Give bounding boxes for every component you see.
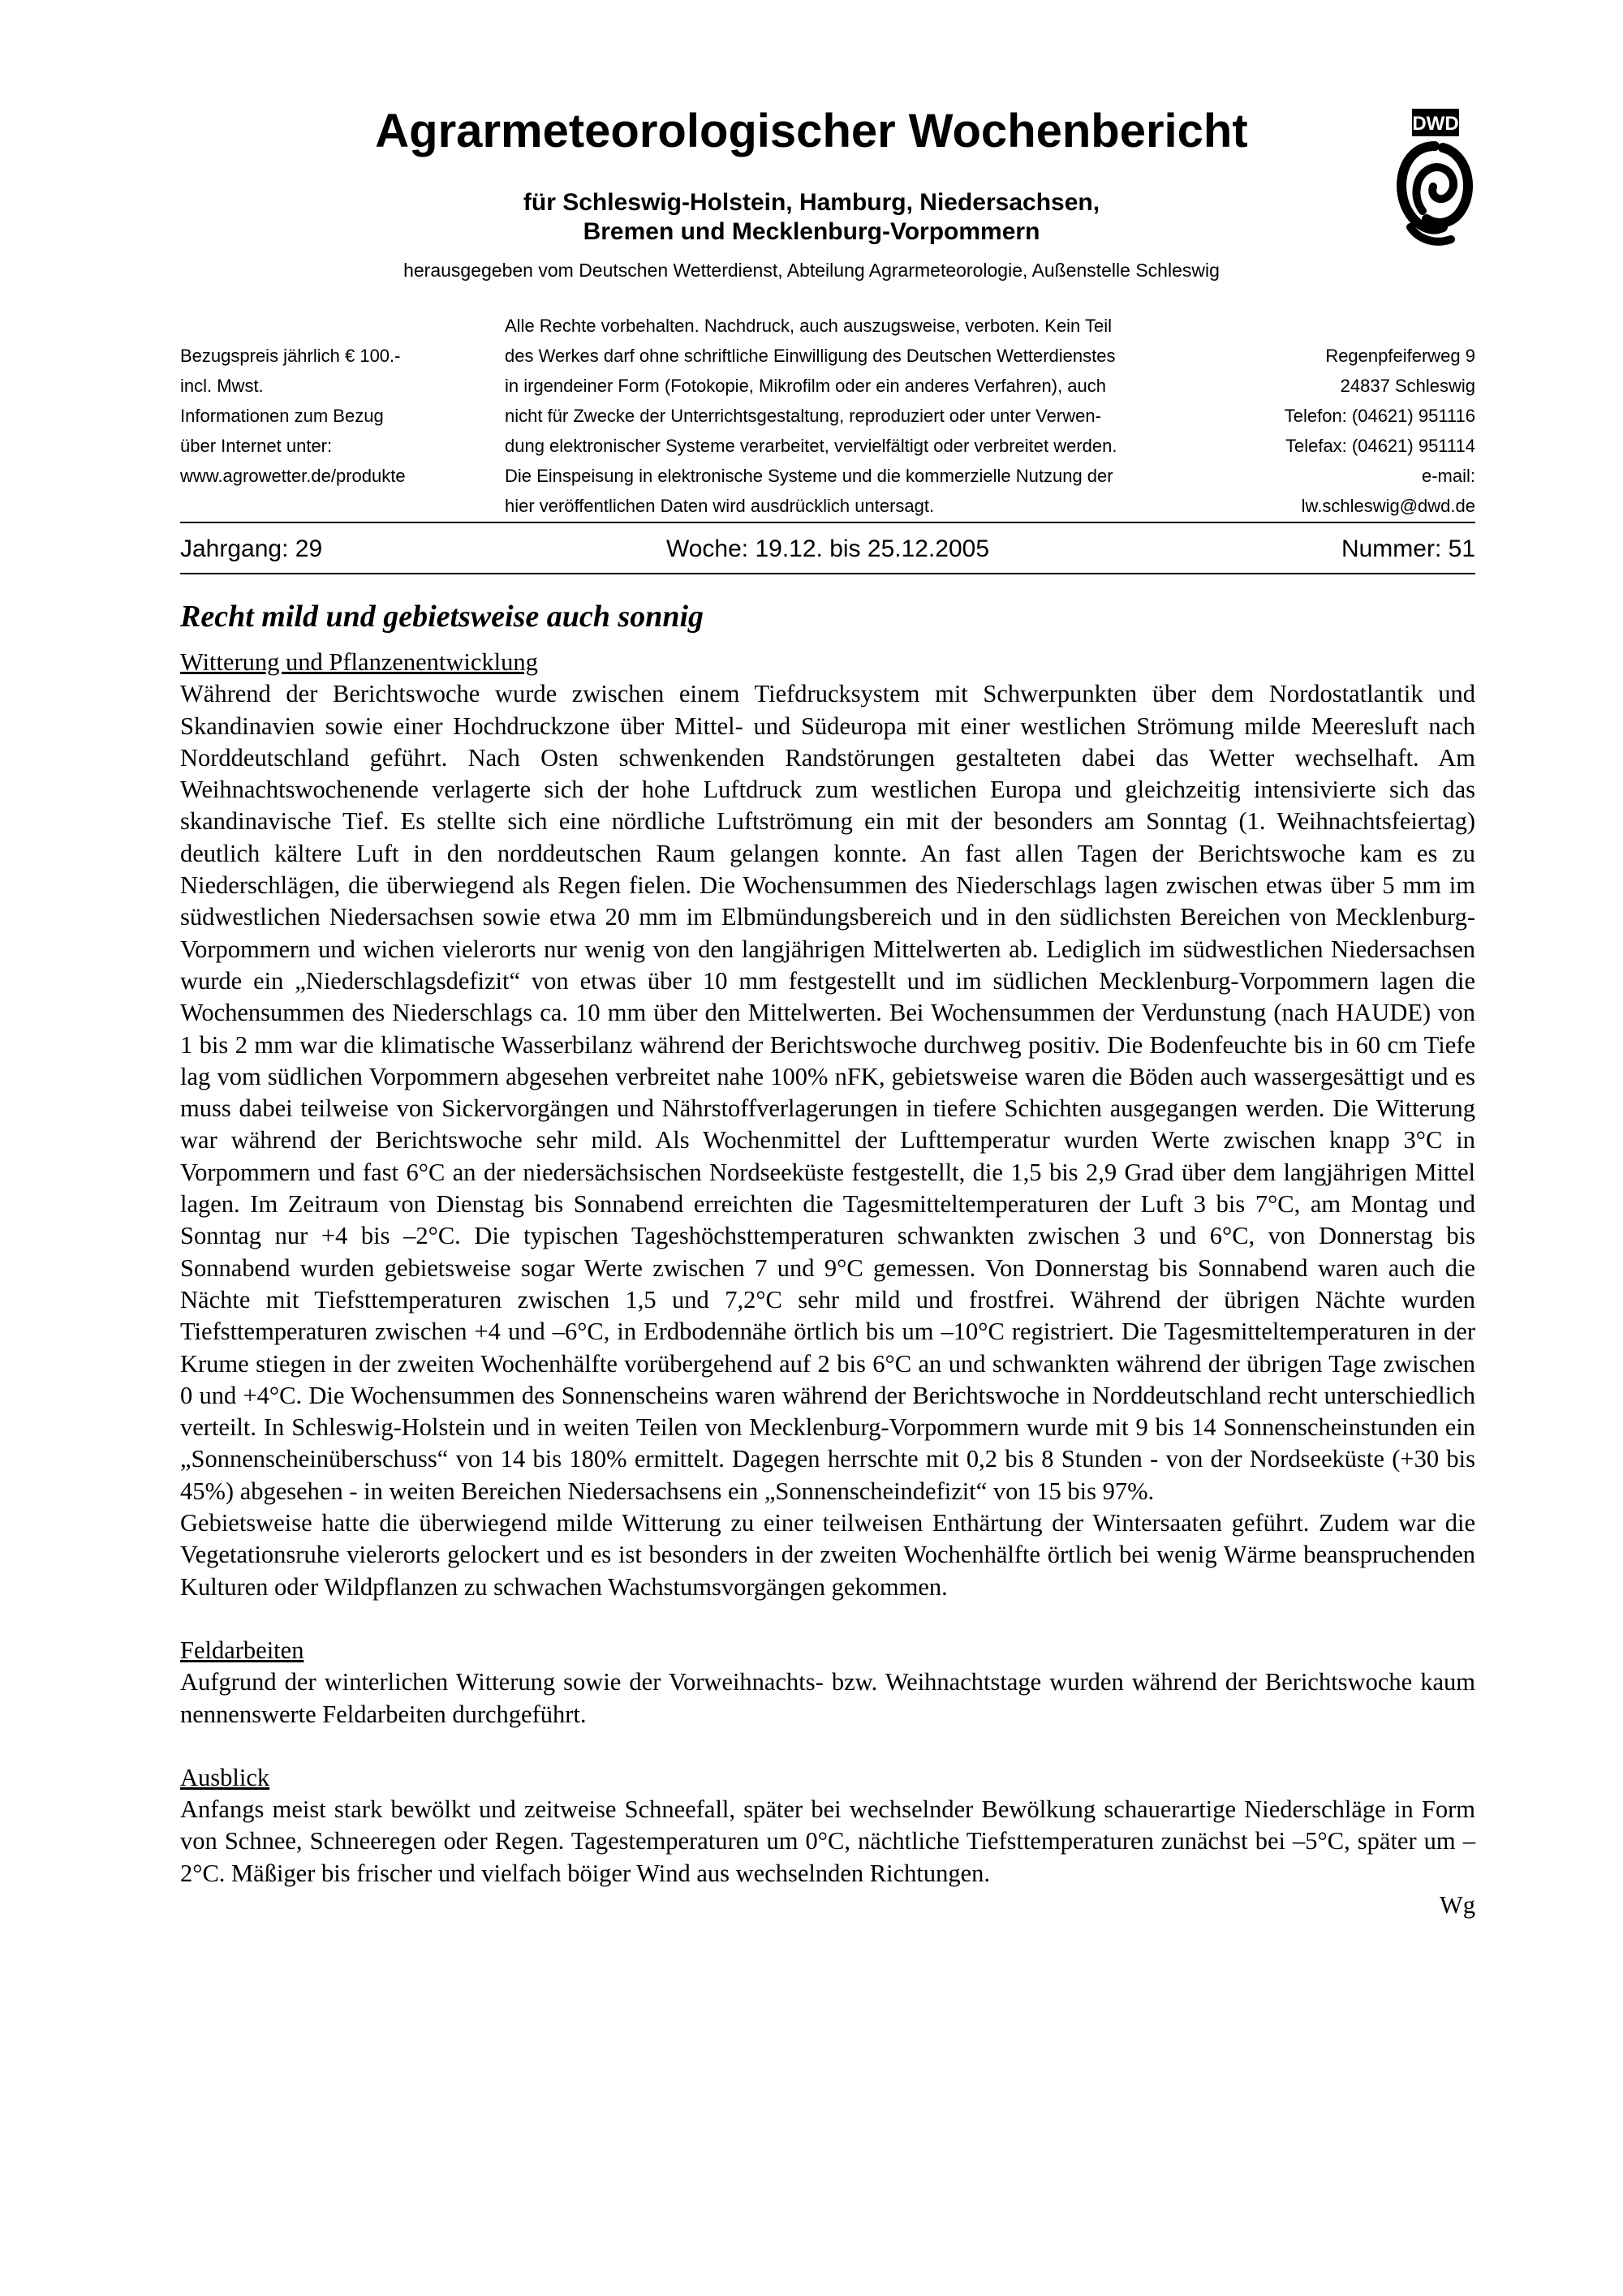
subscription-line: über Internet unter: xyxy=(180,436,333,456)
witterung-paragraph-2: Gebietsweise hatte die überwiegend milde Witterung zu einer teilweisen Enthärtung der Wintersaaten geführt. Zudem war die Vegetationsruhe vielerorts gelockert und es ist besonders in der zweiten Wochenhälfte örtlich bei wenig Wärme beanspruchenden Kulturen oder Wildpflanzen zu schwachen Wachstumsvorgängen gekommen. xyxy=(180,1509,1475,1601)
witterung-paragraph: Während der Berichtswoche wurde zwischen einem Tiefdrucksystem mit Schwerpunkten über dem Nordostatlantik und Skandinavien sowie einer Hochdruckzone über Mittel- und Südeuropa mit einer westlichen Strömung milde Meeresluft nach Norddeutschland geführt. Nach Osten schwenkenden Randstörungen gestalteten dabei das Wetter wechselhaft. Am Weihnachtswochenende verlagerte sich der hohe Luftdruck zum westlichen Europa und gleichzeitig intensivierte sich das skandinavische Tief. Es stellte sich eine nördliche Luftströmung ein mit der besonders am Sonntag (1. Weihnachtsfeiertag) deutlich kältere Luft in den norddeutschen Raum gelangen konnte. An fast allen Tagen der Berichtswoche kam es zu Niederschlägen, die überwiegend als Regen fielen. Die Wochensummen des Niederschlags lagen zwischen etwas über 5 mm im südwestlichen Niedersachsen sowie etwa 20 mm im Elbmündungsbereich und in den südlichsten Bereichen von Mecklenburg-Vorpommern und wichen vielerorts nur wenig von den langjährigen Mittelwerten ab. Lediglich im südwestlichen Niedersachsen wurde ein „Niederschlagsdefizit“ von etwas über 10 mm festgestellt und im südlichen Mecklenburg-Vorpommern lagen die Wochensummen des Niederschlags ca. 10 mm über den Mittelwerten. Bei Wochensummen der Verdunstung (nach HAUDE) von 1 bis 2 mm war die klimatische Wasserbilanz während der Berichtswoche durchweg positiv. Die Bodenfeuchte bis in 60 cm Tiefe lag vom südlichen Vorpommern abgesehen verbreitet nahe 100% nFK, gebietsweise waren die Böden auch wassergesättigt und es muss dabei teilweise von Sickervorgängen und Nährstoffverlagerungen in tiefere Schichten ausgegangen werden. Die Witterung war während der Berichtswoche sehr mild. Als Wochenmittel der Lufttemperatur wurden Werte zwischen knapp 3°C in Vorpommern und fast 6°C an der niedersächsischen Nordseeküste festgestellt, die 1,5 bis 2,9 Grad über dem langjährigen Mittel lagen. Im Zeitraum von Dienstag bis Sonnabend erreichten die Tagesmitteltemperaturen der Luft 3 bis 7°C, am Montag und Sonntag nur +4 bis –2°C. Die typischen Tageshöchsttemperaturen schwankten zwischen 3 und 6°C, von Donnerstag bis Sonnabend wurden gebietsweise sogar Werte zwischen 7 und 9°C gemessen. Von Donnerstag bis Sonnabend waren auch die Nächte mit Tiefsttemperaturen zwischen 1,5 und 7,2°C sehr mild und frostfrei. Während der übrigen Nächte wurden Tiefsttemperaturen zwischen +4 und –6°C, in Erdbodennähe örtlich bis um –10°C registriert. Die Tagesmitteltemperaturen in der Krume stiegen in der zweiten Wochenhälfte vorübergehend auf 2 bis 6°C an und schwankten während der übrigen Tage zwischen 0 und +4°C. Die Wochensummen des Sonnenscheins waren während der Berichtswoche in Norddeutschland recht unterschiedlich verteilt. In Schleswig-Holstein und in weiten Teilen von Mecklenburg-Vorpommern wurde mit 9 bis 14 Sonnenscheinstunden ein „Sonnenscheinüberschuss“ von 14 bis 180% ermittelt. Dagegen herrschte mit 0,2 bis 8 Stunden - von der Nordseeküste (+30 bis 45%) abgesehen - in weiten Bereichen Niedersachsens ein „Sonnenscheindefizit“ von 15 bis 97%. xyxy=(180,680,1475,1505)
copyright-line: Alle Rechte vorbehalten. Nachdruck, auch auszugsweise, verboten. Kein Teil xyxy=(505,316,1113,336)
spacer xyxy=(180,1603,1475,1635)
report-body xyxy=(180,596,1475,1921)
logo-text: DWD xyxy=(1412,113,1459,135)
report-headline: Recht mild und gebietsweise auch sonnig xyxy=(180,600,704,634)
section-title-ausblick: Ausblick xyxy=(180,1763,270,1791)
contact-info xyxy=(1183,341,1475,521)
copyright-line: nicht für Zwecke der Unterrichtsgestaltung, reproduziert oder unter Verwen- xyxy=(505,406,1101,426)
publisher-line: herausgegeben vom Deutschen Wetterdienst, Abteilung Agrarmeteorologie, Außenstelle Schleswig xyxy=(403,260,1220,281)
jahrgang: Jahrgang: 29 xyxy=(180,535,323,562)
spacer xyxy=(180,1731,1475,1762)
issue-meta xyxy=(180,529,1475,570)
subscription-line: Informationen zum Bezug xyxy=(180,406,384,426)
contact-phone: Telefon: (04621) 951116 xyxy=(1284,406,1475,426)
section-title-witterung: Witterung und Pflanzenentwicklung xyxy=(180,648,538,676)
copyright-line: hier veröffentlichen Daten wird ausdrücklich untersagt. xyxy=(505,496,935,516)
section-title-feldarbeiten: Feldarbeiten xyxy=(180,1636,304,1664)
subtitle-line-2: Bremen und Mecklenburg-Vorpommern xyxy=(583,218,1040,245)
contact-fax: Telefax: (04621) 951114 xyxy=(1285,436,1475,456)
woche: Woche: 19.12. bis 25.12.2005 xyxy=(665,535,990,562)
copyright-line: Die Einspeisung in elektronische Systeme und die kommerzielle Nutzung der xyxy=(505,466,1113,486)
info-block xyxy=(180,311,1475,514)
author-signature: Wg xyxy=(1439,1890,1475,1919)
report-subtitle xyxy=(0,188,1623,247)
contact-email-label: e-mail: xyxy=(1421,466,1475,486)
report-title: Agrarmeteorologischer Wochenbericht xyxy=(375,105,1248,157)
divider-top xyxy=(180,522,1475,523)
subscription-info xyxy=(180,341,456,491)
subtitle-line-1: für Schleswig-Holstein, Hamburg, Niedersachsen, xyxy=(523,189,1100,216)
copyright-line: dung elektronischer Systeme verarbeitet, vervielfältigt oder verbreitet werden. xyxy=(505,436,1117,456)
contact-street: Regenpfeiferweg 9 xyxy=(1325,346,1475,366)
divider-bottom xyxy=(180,573,1475,574)
copyright-line: des Werkes darf ohne schriftliche Einwilligung des Deutschen Wetterdienstes xyxy=(505,346,1116,366)
copyright-line: in irgendeiner Form (Fotokopie, Mikrofilm oder ein anderes Verfahren), auch xyxy=(505,376,1107,396)
nummer: Nummer: 51 xyxy=(1341,535,1475,562)
subscription-line: Bezugspreis jährlich € 100.- xyxy=(180,346,401,366)
contact-city: 24837 Schleswig xyxy=(1340,376,1475,396)
subscription-line: incl. Mwst. xyxy=(180,376,264,396)
subscription-link[interactable]: www.agrowetter.de/produkte xyxy=(180,466,406,486)
ausblick-paragraph: Anfangs meist stark bewölkt und zeitweise Schneefall, später bei wechselnder Bewölkung schauerartige Niederschläge in Form von Schnee, Schneeregen oder Regen. Tagestemperaturen um 0°C, nächtliche Tiefsttemperaturen zunächst bei –5°C, später um –2°C. Mäßiger bis frischer und vielfach böiger Wind aus wechselnden Richtungen. xyxy=(180,1795,1475,1887)
feldarbeiten-paragraph: Aufgrund der winterlichen Witterung sowie der Vorweihnachts- bzw. Weihnachtstage wurden während der Berichtswoche kaum nennenswerte Feldarbeiten durchgeführt. xyxy=(180,1668,1475,1728)
contact-email-link[interactable]: lw.schleswig@dwd.de xyxy=(1301,496,1475,516)
dwd-logo xyxy=(1394,105,1475,252)
